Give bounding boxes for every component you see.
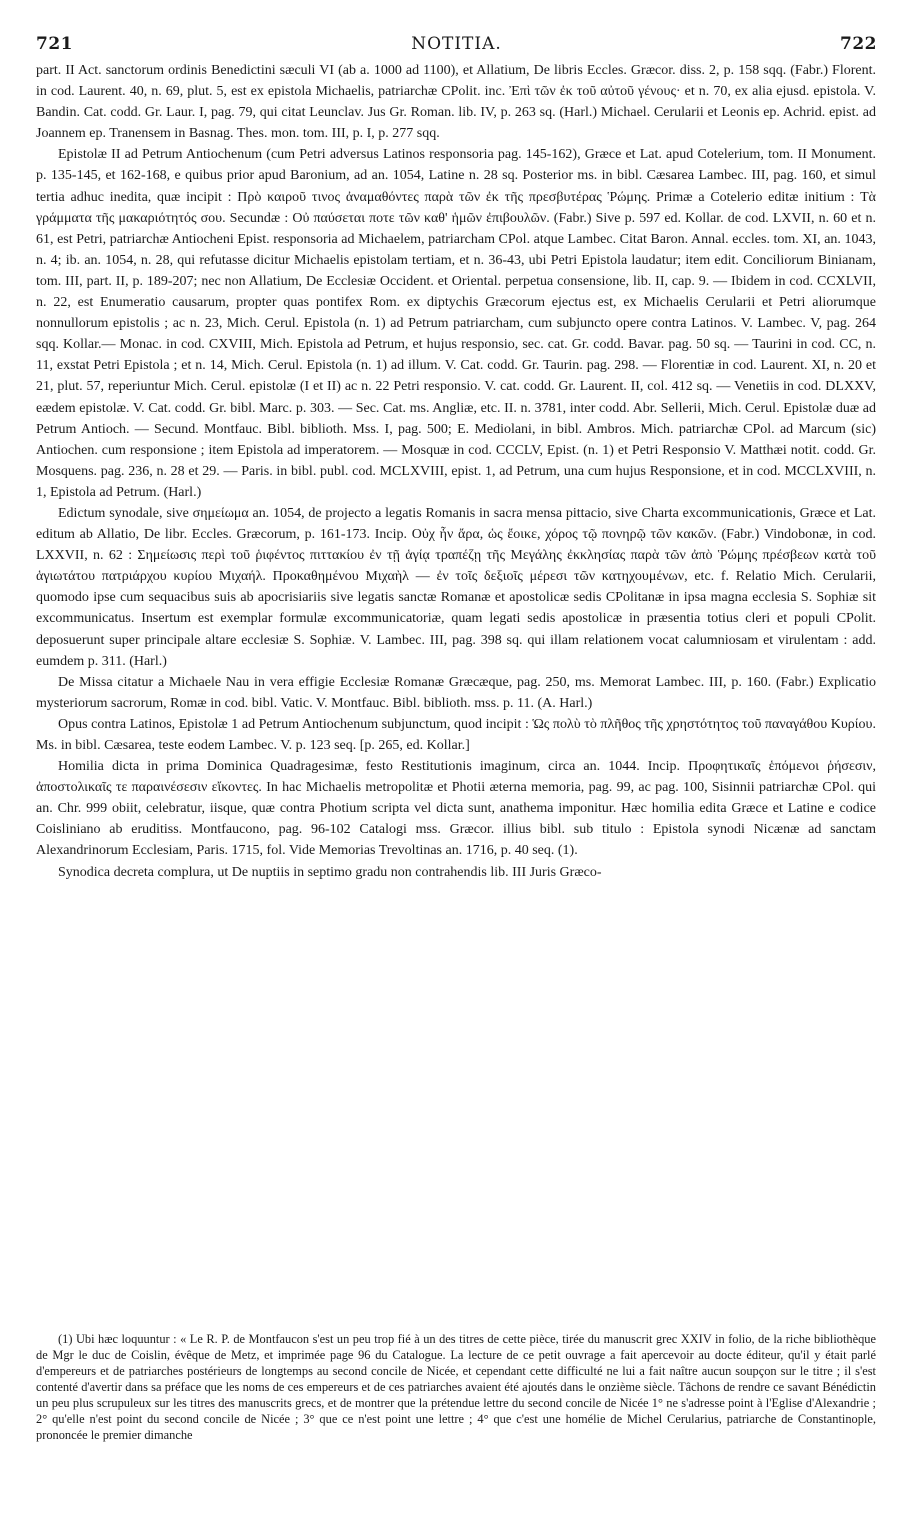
paragraph-epistolae: Epistolæ II ad Petrum Antiochenum (cum Petri adversus Latinos responsoria pag. 145-162), Græce et Lat. apud Cotelerium, tom. II Monument. p. 135-145, et 162-168, e quibus prior apud Baronium, ad an. 1054, Latine n. 28 sq. Posterior ms. in bibl. Cæsarea Lambec. III, pag. 160, et simul tertia adhuc inedita, quæ incipit : Πρὸ καιροῦ τινος ἀναμαθόντες παρὰ τῶν ἐκ τῆς πρεσβυτέρας Ῥώμης. Primæ a Cotelerio editæ initium : Τὰ γράμματα τῆς μακαριότητός σου. Secundæ : Οὐ παύσεται ποτε τῶν καθ' ἡμῶν ἐπιβουλῶν. (Fabr.) Sive p. 597 ed. Kollar. de cod. LXVII, n. 60 et n. 61, est Petri, patriarchæ Antiocheni Epist. responsoria ad Michaelem, patriarcham CPol. atque Lambec. Citat Baron. Annal. eccles. tom. XI, an. 1043, n. 4; ib. an. 1054, n. 28, qui refutasse dicitur Michaelis epistolam tertiam, et n. 36-43, ubi Petri Epistola laudatur; item edit. Conciliorum Binianam, tom. III, part. II, p. 189-207; nec non Allatium, De Ecclesiæ Occident. et Oriental. perpetua consensione, lib. II, cap. 9. — Ibidem in cod. CCXLVII, n. 22, est Enumeratio causarum, propter quas pontifex Rom. ex diptychis Græcorum ejectus est, ex Michaelis Cerularii et Petri aliorumque nonnullorum epistolis ; ac n. 23, Mich. Cerul. Epistola (n. 1) ad Petrum patriarcham, cum subjuncto opere contra Latinos. V. Lambec. V, pag. 264 sqq. Kollar.— Monac. in cod. CXVIII, Mich. Epistola ad Petrum, et hujus responsio, sec. cat. Gr. codd. Bavar. pag. 50 sq. — Taurini in cod. CC, n. 11, exstat Petri Epistola ; et n. 14, Mich. Cerul. Epistola (n. 1) ad illum. V. Cat. codd. Gr. Taurin. pag. 298. — Florentiæ in cod. Laurent. XI, n. 20 et 21, plut. 57, reperiuntur Mich. Cerul. epistolæ (I et II) ac n. 22 Petri responsio. V. cat. codd. Gr. Laurent. II, col. 412 sq. — Venetiis in cod. DLXXV, eædem epistolæ. V. Cat. codd. Gr. bibl. Marc. p. 303. — Sec. Cat. ms. Angliæ, etc. II. n. 3781, inter codd. Abr. Sellerii, Mich. Cerul. Epistolæ duæ ad Petrum Antioch. — Secund. Montfauc. Bibl. biblioth. Mss. I, pag. 500; E. Mediolani, in bibl. Ambros. Mich. patriarchæ CPol. ad Marcum (sic) Antiochen. cum responsione ; item Epistola ad imperatorem. — Mosquæ in cod. CCCLV, Epist. (n. 1) et Petri Responsio V. Matthæi notit. codd. Gr. Mosquens. pag. 236, n. 28 et 29. — Paris. in bibl. publ. cod. MCLXVIII, epist. 1, ad Petrum, una cum hujus Responsione, et in cod. MCCLXVIII, n. 1, Epistola ad Petrum. (Harl.) [36, 147, 876, 500]
footnote-1: (1) Ubi hæc loquuntur : « Le R. P. de Montfaucon s'est un peu trop fié à un des titres de cette pièce, tirée du manuscrit grec XXIV in folio, de la riche bibliothèque de Mgr le duc de Coislin, évêque de Metz, et imprimée page 96 du Catalogue. La lecture de ce petit ouvrage a fait apercevoir au docte éditeur, qu'il y était parlé d'empereurs et de patriarches postérieurs de longtemps au second concile de Nicée, et cependant cette difficulté ne lui a fait naître aucun soupçon sur le titre ; il s'est contenté d'avertir dans sa préface que les noms de ces empereurs et de ces patriarches avaient été ajoutés dans le onzième siècle. Tâchons de rendre ce savant Bénédictin un peu plus scrupuleux sur les titres des manuscrits grecs, et de montrer que la prétendue lettre du second concile de Nicée 1° ne s'adresse point à l'Eglise d'Alexandrie ; 2° qu'elle n'est point du second concile de Nicée ; 3° que ce n'est point une lettre ; 4° que c'est une homélie de Michel Cerularius, patriarche de Constantinople, prononcée le premier dimanche [36, 1332, 876, 1442]
running-title: NOTITIA. [411, 34, 502, 54]
paragraph-opus-contra-latinos: Opus contra Latinos, Epistolæ 1 ad Petrum Antiochenum subjunctum, quod incipit : Ὡς πολὺ τὸ πλῆθος τῆς χρηστότητος τοῦ παναγάθου Κυρίου. Ms. in bibl. Cæsarea, teste eodem Lambec. V. p. 123 seq. [p. 265, ed. Kollar.] [36, 716, 876, 753]
paragraph-continuation: part. II Act. sanctorum ordinis Benedictini sæculi VI (ab a. 1000 ad 1100), et Allatium, De libris Eccles. Græcor. diss. 2, p. 158 sqq. (Fabr.) Florent. in cod. Laurent. 40, n. 69, plut. 5, est ex epistola Michaelis, patriarchæ CPolit. inc. Ἐπὶ τῶν ἐκ τοῦ αὐτοῦ γένους· et n. 70, ex alia ejusd. epistola. V. Bandin. Cat. codd. Gr. Laur. I, pag. 79, qui citat Leunclav. Jus Gr. Roman. lib. IV, p. 263 sq. (Harl.) Michael. Cerularii et Leonis ep. Achrid. epist. ad Joannem ep. Tranensem in Basnag. Thes. mon. tom. III, p. I, p. 277 sqq. [36, 63, 876, 142]
paragraph-de-missa: De Missa citatur a Michaele Nau in vera effigie Ecclesiæ Romanæ Græcæque, pag. 250, ms. Memorat Lambec. III, p. 160. (Fabr.) Explicatio mysteriorum sacrorum, Romæ in cod. bibl. Vatic. V. Montfauc. Bibl. biblioth. mss. p. 11. (A. Harl.) [36, 674, 876, 711]
paragraph-synodica: Synodica decreta complura, ut De nuptiis in septimo gradu non contrahendis lib. III Juris Græco- [58, 864, 602, 880]
paragraph-edictum: Edictum synodale, sive σημείωμα an. 1054, de projecto a legatis Romanis in sacra mensa pittacio, sive Charta excommunicationis, Græce et Lat. editum ab Allatio, De libr. Eccles. Græcorum, p. 161-173. Incip. Οὐχ ἦν ἄρα, ὡς ἔοικε, χόρος τῷ πονηρῷ τῶν κακῶν. (Fabr.) Vindobonæ, in cod. LXXVII, n. 62 : Σημείωσις περὶ τοῦ ῥιφέντος πιττακίου ἐν τῇ ἁγίᾳ τραπέζῃ τῆς Μεγάλης ἐκκλησίας παρὰ τῶν ἀπὸ Ῥώμης πρέσβεων κατὰ τοῦ ἁγιωτάτου πατριάρχου κυρίου Μιχαήλ. Προκαθημένου Μιχαὴλ — ἐν τοῖς δεξιοῖς μέρεσι τῶν κατηχουμένων, etc. f. Relatio Mich. Cerularii, quomodo ipse cum sequacibus suis ab apocrisiariis sive legatis sanctæ Romanæ et apostolicæ sedis CPolitanæ in ipsa magna ecclesia S. Sophiæ sit excommunicatus. Insertum est exemplar formulæ excommunicatoriæ, quam legati sedis apostolicæ in præsentia totius cleri et populi CPolit. deposuerunt super principale altare ecclesiæ S. Sophiæ. V. Lambec. III, pag. 398 sq. qui illam relationem vocat calumniosam et virulentam : add. eumdem p. 311. (Harl.) [36, 505, 876, 669]
page-number-right: 722 [840, 34, 877, 54]
page-number-left: 721 [36, 34, 73, 54]
main-text [36, 60, 876, 883]
paragraph-homilia: Homilia dicta in prima Dominica Quadragesimæ, festo Restitutionis imaginum, circa an. 1044. Incip. Προφητικαῖς ἑπόμενοι ῥήσεσιν, ἀποστολικαῖς τε παραινέσεσιν εἴκοντες. In hac Michaelis metropolitæ et Photii æterna memoria, pag. 99, ac pag. 100, Sisinnii patriarchæ CPol. qui an. Chr. 999 obiit, celebratur, iisque, quæ contra Photium scripta vel dicta sunt, anathema imponitur. Hæc homilia edita Græce et Latine e codice Coisliniano ab eruditiss. Montfaucono, pag. 96-102 Catalogi mss. Græcor. illius bibl. sub titulo : Epistola synodi Nicænæ ad sanctam Alexandrinorum Ecclesiam, Paris. 1715, fol. Vide Memorias Trevoltinas an. 1716, p. 40 seq. (1). [36, 759, 876, 859]
footnotes [36, 1331, 876, 1443]
